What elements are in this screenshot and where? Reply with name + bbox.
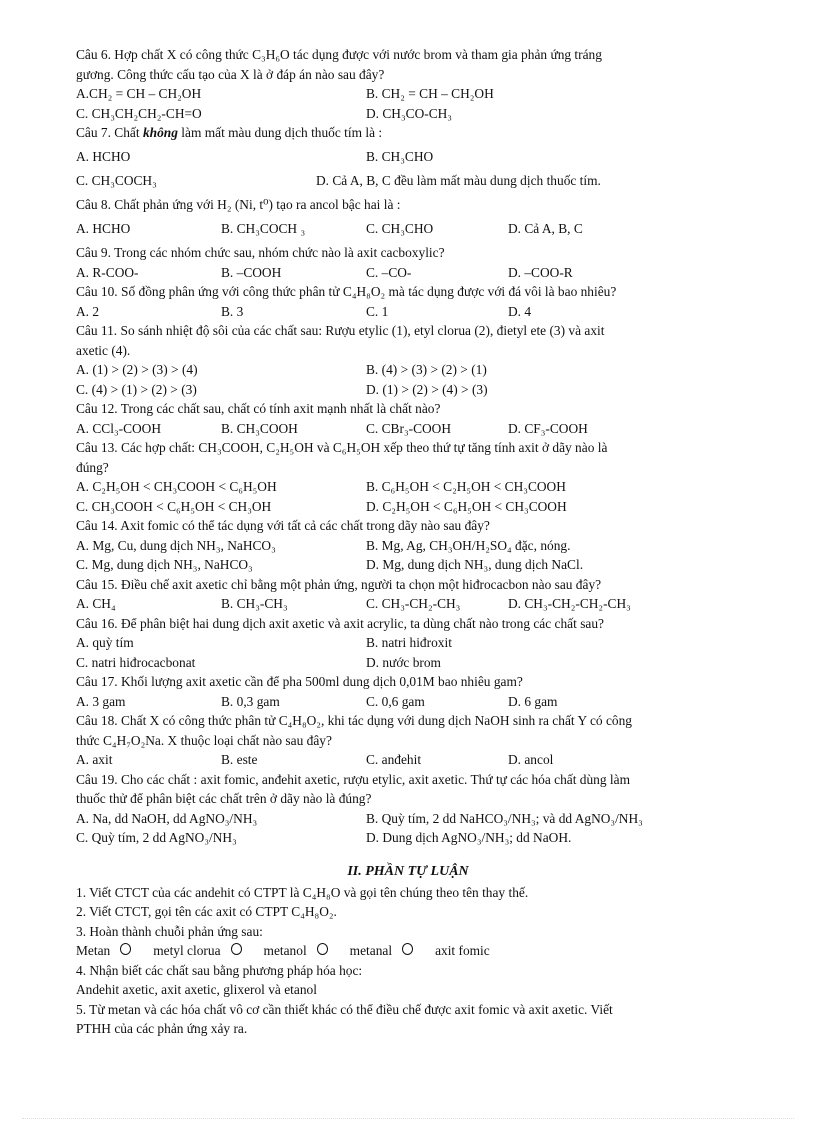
q17-option-c: C. 0,6 gam (366, 693, 425, 709)
q16-options-row1 (76, 633, 740, 653)
q14-options-row2 (76, 555, 740, 575)
q8-options (76, 219, 740, 243)
q18-stem-line2: thức C₄H₇O₂Na. X thuộc loại chất nào sau đây? (76, 732, 332, 748)
q7-option-c: C. CH₃COCH₃ (76, 173, 157, 188)
q11-option-b: B. (4) > (3) > (2) > (1) (366, 362, 487, 377)
q13-option-c: C. CH₃COOH < C₆H₅OH < CH₃OH (76, 498, 272, 514)
q16-option-c: C. natri hiđrocacbonat (76, 654, 196, 670)
arrow-ring-icon (231, 943, 242, 955)
q17-option-a: A. 3 gam (76, 693, 126, 709)
q7-option-d: D. Cả A, B, C đều làm mất màu dung dịch thuốc tím. (316, 173, 601, 188)
essay-item-4-substances: Andehit axetic, axit axetic, glixerol và etanol (76, 982, 317, 997)
q14-option-a: A. Mg, Cu, dung dịch NH₃, NaHCO₃ (76, 537, 276, 553)
q15-option-a: A. CH₄ (76, 596, 116, 611)
q18-option-a: A. axit (76, 752, 113, 767)
q6-option-b: B. CH₂ = CH – CH₂OH (366, 86, 494, 101)
q9-option-b: B. –COOH (221, 264, 282, 280)
q16-option-a: A. quỳ tím (76, 635, 134, 650)
q7-stem (76, 123, 740, 147)
q12-option-c: C. CBr₃-COOH (366, 420, 452, 436)
q19-option-a: A. Na, dd NaOH, dd AgNO₃/NH₃ (76, 810, 258, 826)
q7-options-row1 (76, 147, 740, 171)
q18-stem-line1: Câu 18. Chất X có công thức phân tử C₄H₈O₂, khi tác dụng với dung dịch NaOH sinh ra chất Y có công (76, 713, 632, 728)
q7-options-row2 (76, 171, 740, 195)
essay-item-4: 4. Nhận biết các chất sau bằng phương pháp hóa học: (76, 962, 363, 978)
q6-stem-line1: Câu 6. Hợp chất X có công thức C₃H₆O tác dụng được với nước brom và tham gia phản ứng tráng (76, 47, 602, 62)
q18-option-b: B. este (221, 752, 258, 767)
q7-option-b: B. CH₃CHO (366, 149, 434, 164)
reaction-chain (76, 941, 740, 961)
q7-stem-post: làm mất màu dung dịch thuốc tím là : (177, 125, 383, 140)
q19-options-row2 (76, 828, 740, 848)
chain-step-2: metyl clorua (153, 943, 221, 958)
q10-option-d: D. 4 (508, 303, 532, 319)
q19-option-d: D. Dung dịch AgNO₃/NH₃; dd NaOH. (366, 830, 572, 845)
q7-stem-emphasis: không (142, 125, 178, 140)
q13-option-a: A. C₂H₅OH < CH₃COOH < C₆H₅OH (76, 479, 277, 494)
q19-option-c: C. Quỳ tím, 2 dd AgNO₃/NH₃ (76, 830, 237, 845)
chain-step-3: metanol (263, 943, 307, 958)
q11-option-d: D. (1) > (2) > (4) > (3) (366, 381, 488, 397)
chain-step-4: metanal (349, 943, 393, 958)
document-page (76, 45, 740, 1039)
q6-option-c: C. CH₃CH₂CH₂-CH=O (76, 105, 202, 121)
q11-option-a: A. (1) > (2) > (3) > (4) (76, 362, 198, 377)
q6-option-a: A.CH₂ = CH – CH₂OH (76, 86, 202, 101)
q8-stem: Câu 8. Chất phản ứng với H₂ (Ni, t⁰) tạo ra ancol bậc hai là : (76, 197, 401, 212)
q14-stem: Câu 14. Axit fomic có thể tác dụng với tất cả các chất trong dãy nào sau đây? (76, 518, 490, 533)
q6-options-row2 (76, 104, 740, 124)
q8-option-d: D. Cả A, B, C (508, 221, 583, 236)
arrow-ring-icon (317, 943, 328, 955)
essay-item-5-line2: PTHH của các phản ứng xảy ra. (76, 1021, 248, 1036)
q19-option-b: B. Quỳ tím, 2 dd NaHCO₃/NH₃; và dd AgNO₃/NH₃ (366, 810, 643, 826)
q11-options-row2 (76, 380, 740, 400)
q9-option-c: C. –CO- (366, 264, 412, 280)
q15-option-b: B. CH₃-CH₃ (221, 596, 288, 611)
q11-options-row1 (76, 360, 740, 380)
q13-option-b: B. C₆H₅OH < C₂H₅OH < CH₃COOH (366, 479, 566, 494)
q10-option-c: C. 1 (366, 303, 389, 319)
q15-option-d: D. CH₃-CH₂-CH₂-CH₃ (508, 596, 631, 611)
q18-option-c: C. anđehit (366, 752, 422, 767)
essay-item-3: 3. Hoàn thành chuỗi phản ứng sau: (76, 923, 263, 939)
q6-option-d: D. CH₃CO-CH₃ (366, 105, 452, 121)
essay-item-1: 1. Viết CTCT của các andehit có CTPT là C₄H₈O và gọi tên chúng theo tên thay thế. (76, 884, 529, 900)
q15-options (76, 594, 740, 614)
q16-option-d: D. nước brom (366, 654, 441, 670)
q19-stem-line1: Câu 19. Cho các chất : axit fomic, anđehit axetic, rượu etylic, axit axetic. Thứ tự các hóa chất dùng làm (76, 771, 630, 787)
q12-option-d: D. CF₃-COOH (508, 420, 588, 436)
q14-option-b: B. Mg, Ag, CH₃OH/H₂SO₄ đặc, nóng. (366, 537, 571, 553)
q15-stem: Câu 15. Điều chế axit axetic chỉ bằng một phản ứng, người ta chọn một hiđrocacbon nào sau đây? (76, 576, 602, 592)
q13-stem-line2: đúng? (76, 459, 109, 475)
q6-options-row1 (76, 84, 740, 104)
q11-stem-line2: axetic (4). (76, 342, 131, 358)
q16-stem: Câu 16. Để phân biệt hai dung dịch axit axetic và axit acrylic, ta dùng chất nào trong các chất sau? (76, 615, 604, 631)
q15-option-c: C. CH₃-CH₂-CH₃ (366, 596, 461, 611)
q18-options (76, 750, 740, 770)
arrow-ring-icon (402, 943, 413, 955)
q17-option-d: D. 6 gam (508, 693, 558, 709)
page-bottom-divider (22, 1118, 794, 1119)
q13-option-d: D. C₂H₅OH < C₆H₅OH < CH₃COOH (366, 498, 567, 514)
q8-option-b: B. CH₃COCH ₃ (221, 221, 306, 236)
section-title: II. PHẦN TỰ LUẬN (347, 863, 469, 879)
q17-stem: Câu 17. Khối lượng axit axetic cần để pha 500ml dung dịch 0,01M bao nhiêu gam? (76, 674, 523, 689)
q17-option-b: B. 0,3 gam (221, 693, 280, 709)
chain-step-5: axit fomic (435, 943, 490, 958)
q18-option-d: D. ancol (508, 752, 554, 767)
q19-options-row1 (76, 809, 740, 829)
q9-options (76, 263, 740, 283)
q11-stem-line1: Câu 11. So sánh nhiệt độ sôi của các chất sau: Rượu etylic (1), etyl clorua (2), đietyl ete (3) và axit (76, 323, 605, 338)
q8-option-a: A. HCHO (76, 221, 131, 236)
q10-options (76, 302, 740, 322)
q6-stem-line2: gương. Công thức cấu tạo của X là ở đáp án nào sau đây? (76, 66, 385, 82)
q13-options-row2 (76, 497, 740, 517)
q9-option-d: D. –COO-R (508, 264, 573, 280)
q12-option-b: B. CH₃COOH (221, 420, 298, 436)
q10-option-b: B. 3 (221, 303, 244, 319)
q9-stem: Câu 9. Trong các nhóm chức sau, nhóm chức nào là axit cacboxylic? (76, 245, 445, 260)
q17-options (76, 692, 740, 712)
q11-option-c: C. (4) > (1) > (2) > (3) (76, 381, 197, 397)
q7-option-a: A. HCHO (76, 149, 131, 164)
q13-options-row1 (76, 477, 740, 497)
q7-stem-pre: Câu 7. Chất (76, 125, 143, 140)
q12-stem: Câu 12. Trong các chất sau, chất có tính axit mạnh nhất là chất nào? (76, 401, 441, 416)
q19-stem-line2: thuốc thử để phân biệt các chất trên ở dãy nào là đúng? (76, 791, 372, 806)
q8-option-c: C. CH₃CHO (366, 221, 434, 236)
q12-options (76, 419, 740, 439)
q14-option-d: D. Mg, dung dịch NH₃, dung dịch NaCl. (366, 557, 584, 572)
essay-item-2: 2. Viết CTCT, gọi tên các axit có CTPT C₄H₈O₂. (76, 904, 337, 919)
chain-step-1: Metan (76, 943, 111, 958)
q10-stem: Câu 10. Số đồng phân ứng với công thức phân tử C₄H₈O₂ mà tác dụng được với đá vôi là bao nhiêu? (76, 284, 617, 299)
q9-option-a: A. R-COO- (76, 264, 139, 280)
q12-option-a: A. CCl₃-COOH (76, 420, 162, 436)
q16-options-row2 (76, 653, 740, 673)
q14-option-c: C. Mg, dung dịch NH₃, NaHCO₃ (76, 557, 253, 572)
q16-option-b: B. natri hiđroxit (366, 635, 452, 650)
q10-option-a: A. 2 (76, 303, 100, 319)
essay-item-5-line1: 5. Từ metan và các hóa chất vô cơ cần thiết khác có thể điều chế được axit fomic và axit axetic. Viết (76, 1001, 613, 1017)
arrow-ring-icon (120, 943, 131, 955)
q13-stem-line1: Câu 13. Các hợp chất: CH₃COOH, C₂H₅OH và C₆H₅OH xếp theo thứ tự tăng tính axit ở dãy nào là (76, 440, 608, 455)
q14-options-row1 (76, 536, 740, 556)
